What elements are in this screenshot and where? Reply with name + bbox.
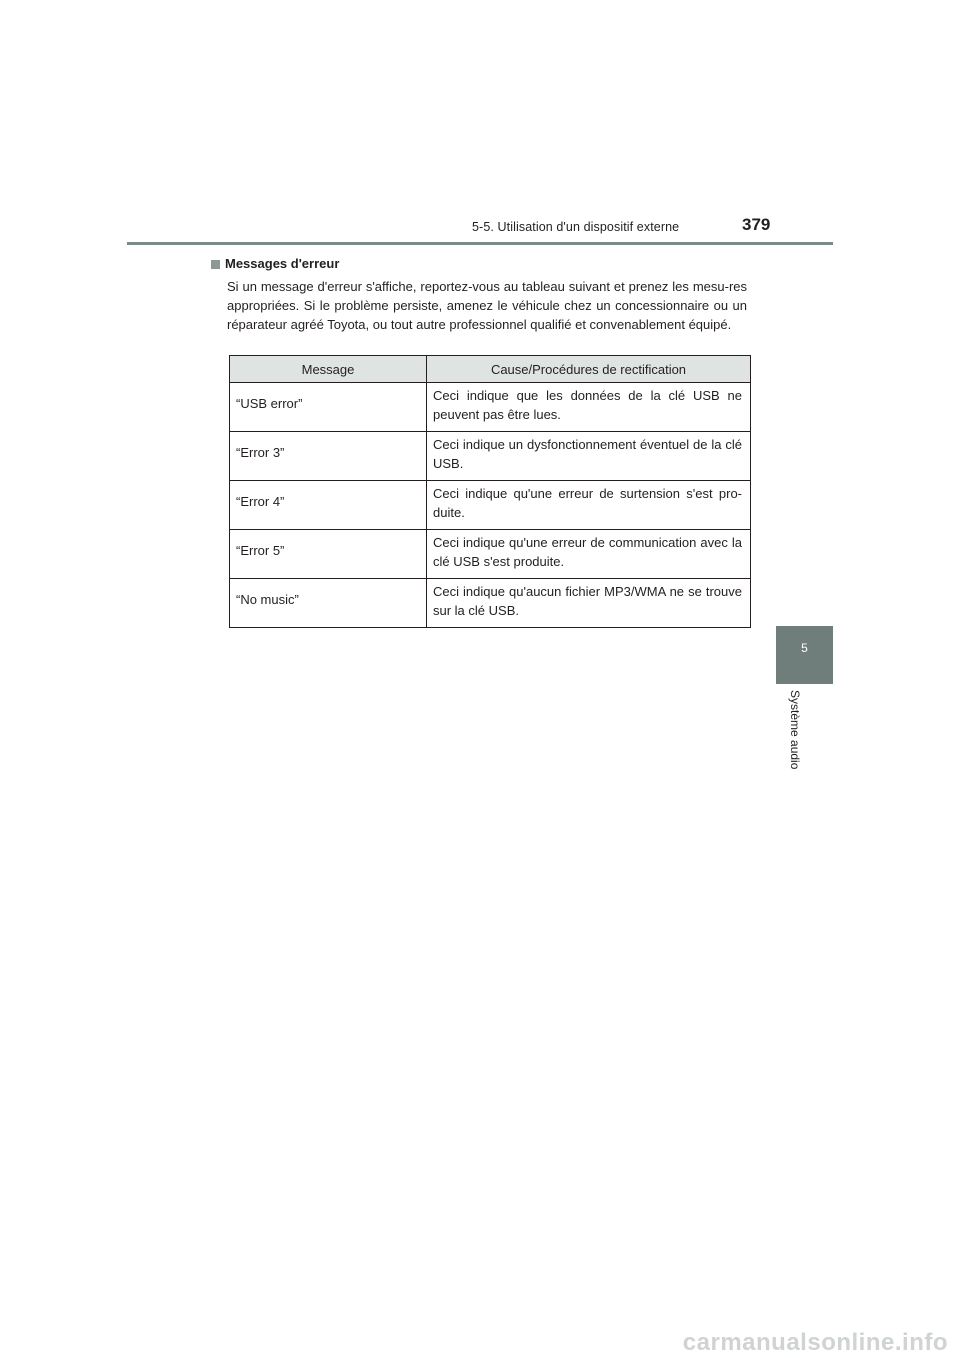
table-header-row bbox=[230, 356, 751, 383]
message-cell: “Error 3” bbox=[230, 432, 427, 481]
cause-cell: Ceci indique qu'une erreur de surtension s'est pro-duite. bbox=[427, 481, 751, 530]
watermark-logo: carmanualsonline.info bbox=[682, 1329, 948, 1356]
watermark-bar bbox=[0, 1329, 960, 1358]
chapter-tab bbox=[776, 626, 833, 684]
table-row bbox=[230, 579, 751, 628]
chapter-tab-number: 5 bbox=[801, 641, 808, 655]
cause-cell: Ceci indique qu'aucun fichier MP3/WMA ne se trouve sur la clé USB. bbox=[427, 579, 751, 628]
table-row bbox=[230, 383, 751, 432]
column-header-cause: Cause/Procédures de rectification bbox=[427, 356, 751, 383]
table-row bbox=[230, 481, 751, 530]
page-number: 379 bbox=[742, 215, 771, 234]
column-header-message: Message bbox=[230, 356, 427, 383]
table-row bbox=[230, 432, 751, 481]
section-heading bbox=[211, 255, 747, 273]
section-heading-text: Messages d'erreur bbox=[225, 256, 340, 271]
error-messages-section bbox=[211, 255, 747, 334]
header-divider bbox=[127, 242, 833, 245]
square-bullet-icon bbox=[211, 260, 220, 269]
cause-cell: Ceci indique un dysfonctionnement éventuel de la clé USB. bbox=[427, 432, 751, 481]
cause-cell: Ceci indique que les données de la clé USB ne peuvent pas être lues. bbox=[427, 383, 751, 432]
section-body: Si un message d'erreur s'affiche, reportez-vous au tableau suivant et prenez les mesu-res appropriées. Si le problème persiste, amenez le véhicule chez un concessionnaire ou un réparateur agréé Toyota, ou tout autre professionnel qualifié et convenablement équipé. bbox=[227, 279, 747, 332]
running-header-section: 5-5. Utilisation d'un dispositif externe bbox=[472, 220, 680, 234]
message-cell: “USB error” bbox=[230, 383, 427, 432]
cause-cell: Ceci indique qu'une erreur de communication avec la clé USB s'est produite. bbox=[427, 530, 751, 579]
chapter-tab-label: Système audio bbox=[788, 690, 802, 770]
error-messages-table bbox=[229, 355, 751, 628]
message-cell: “Error 5” bbox=[230, 530, 427, 579]
message-cell: “Error 4” bbox=[230, 481, 427, 530]
table-row bbox=[230, 530, 751, 579]
message-cell: “No music” bbox=[230, 579, 427, 628]
